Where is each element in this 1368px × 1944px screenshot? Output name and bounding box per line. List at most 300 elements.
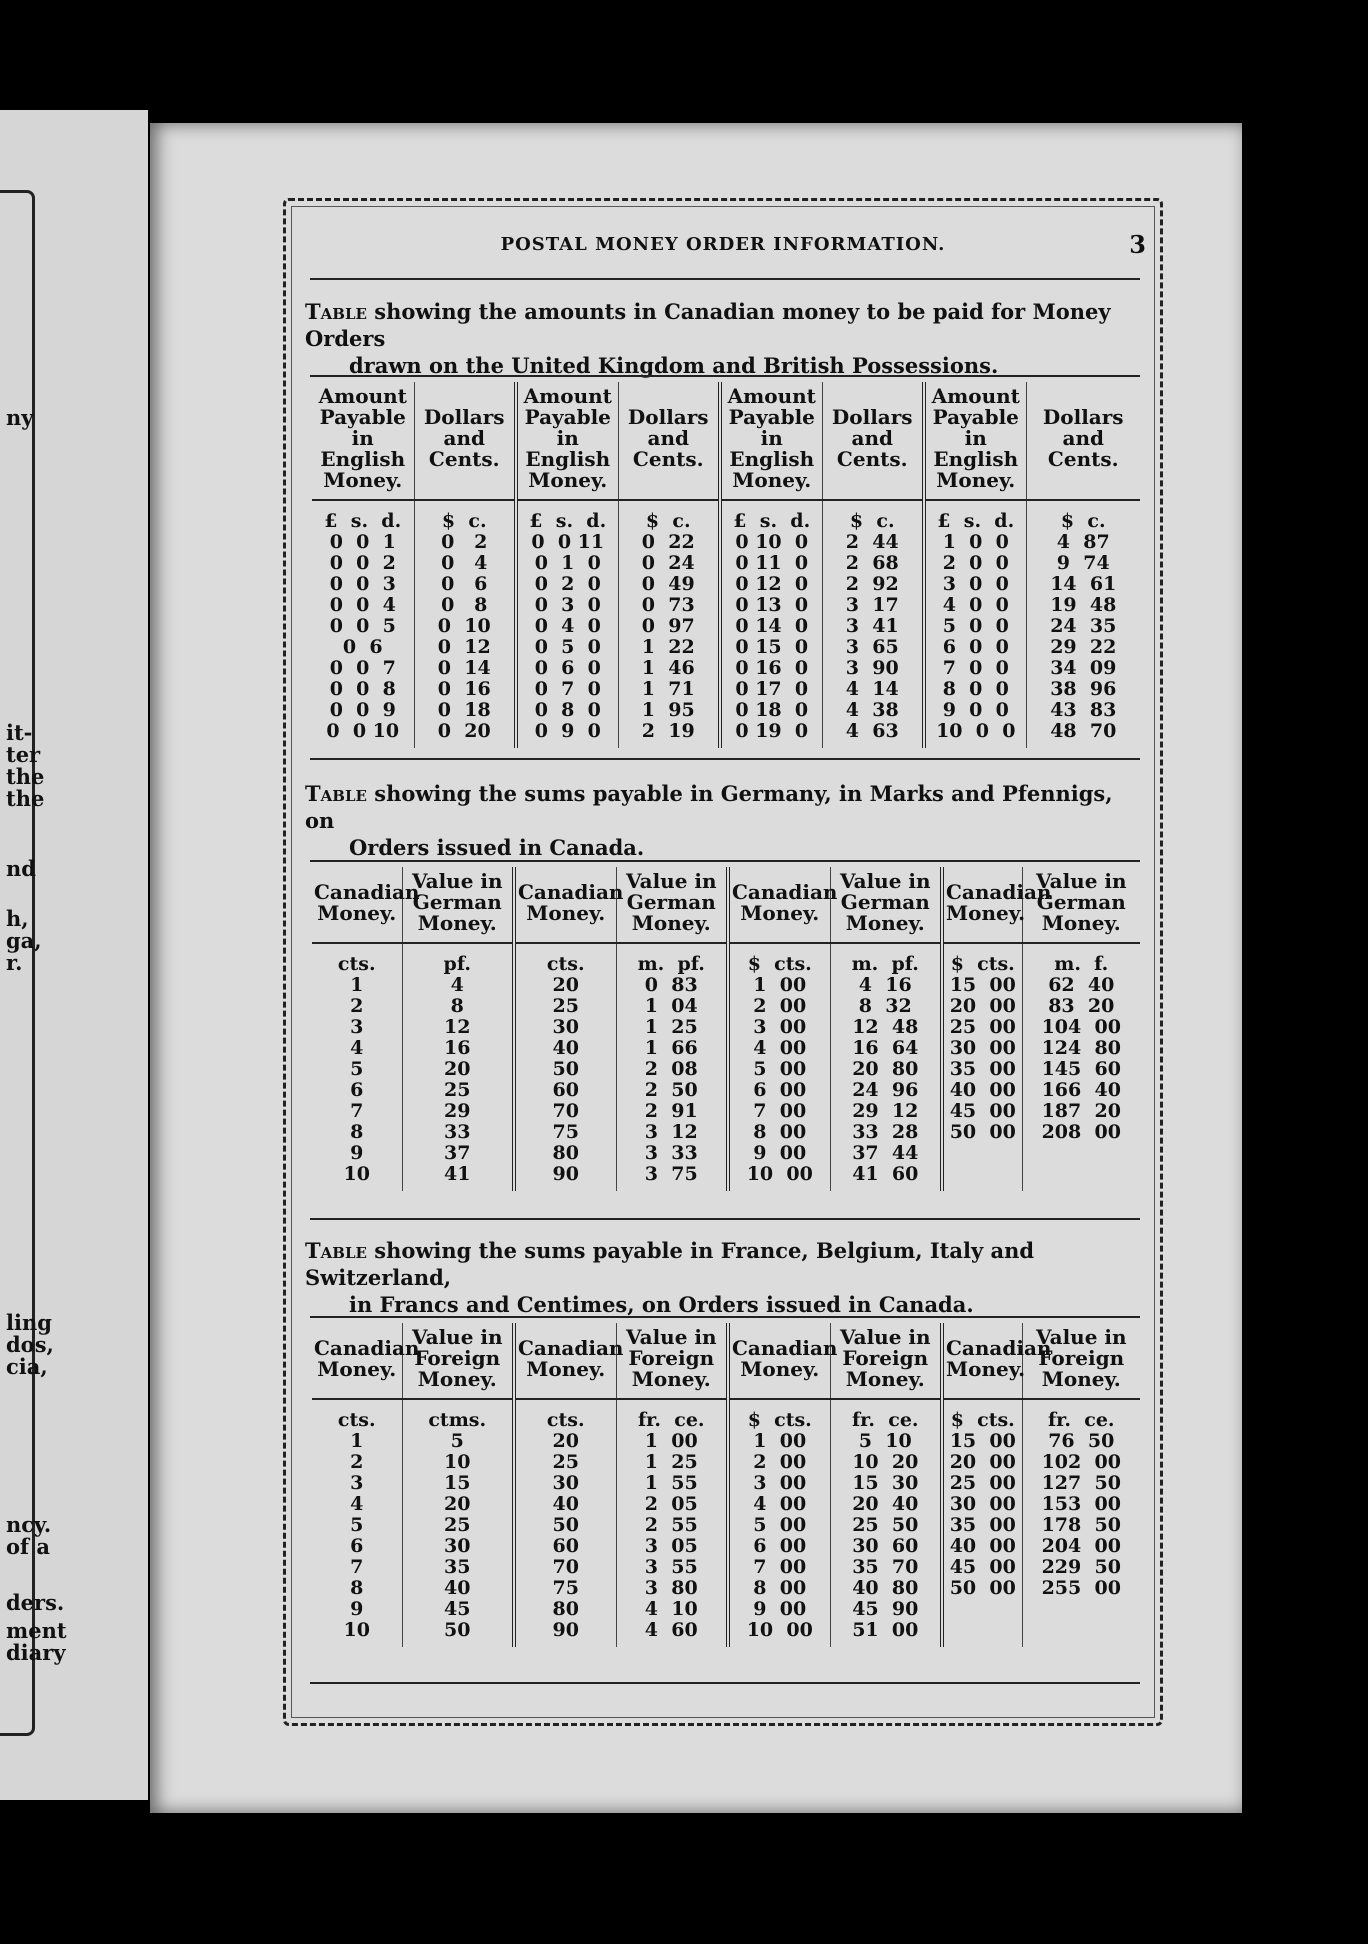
table-cell: 70 [514,1101,616,1122]
table-cell: 30 00 [942,1494,1022,1515]
table-cell: 4 14 [822,679,924,700]
table-cell: 5 [312,1515,402,1536]
table-cell: 6 0 0 [924,637,1026,658]
table-cell: 0 97 [618,616,720,637]
table-cell: 1 55 [616,1473,728,1494]
page-title: POSTAL MONEY ORDER INFORMATION. [500,234,946,255]
table-cell: 166 40 [1041,1079,1121,1101]
table-cell: 0 73 [618,595,720,616]
table-cell: 2 92 [822,574,924,595]
table-cell: 208 00 [1041,1121,1121,1143]
left-page-text-fragment: ga, [6,928,42,953]
table-cell [1022,1143,1140,1164]
table-cell: 2 [312,1452,402,1473]
table-cell: 2 19 [618,721,720,748]
unit-label: ctms. [402,1399,514,1431]
table-cell: 30 00 [942,1038,1022,1059]
table-row [312,1494,1140,1515]
table-cell: 10 [312,1620,402,1647]
table-cell: 10 00 [728,1164,830,1191]
table-cell: 9 [312,1143,402,1164]
table-cell: 153 00 [1041,1493,1121,1515]
table2-caption [305,780,1145,861]
table-cell: 80 [514,1143,616,1164]
table-row [312,616,1140,637]
table-cell: 6 00 [728,1536,830,1557]
table-cell: 3 65 [822,637,924,658]
table-cell: 4 60 [616,1620,728,1647]
table-cell: 1 [312,975,402,996]
unit-label: m. pf. [830,943,942,975]
table-cell: 29 12 [830,1101,942,1122]
table-cell: 20 40 [830,1494,942,1515]
column-header: Value in Foreign Money. [830,1323,942,1399]
table-cell: 5 00 [728,1059,830,1080]
header-rule [310,278,1140,280]
table-cell: 33 28 [830,1122,942,1143]
table-cell: 104 00 [1041,1016,1121,1038]
table-cell: 127 50 [1041,1472,1121,1494]
table-cell: 0 8 0 [516,700,618,721]
table-cell: 102 00 [1041,1451,1121,1473]
table-cell: 24 35 [1050,615,1117,637]
table-units-row [312,500,1140,532]
unit-label: £ s. d. [924,500,1026,532]
table2-caption-continued: Orders issued in Canada. [349,835,645,860]
table-cell [1022,1620,1140,1647]
table-cell: 0 10 [414,616,516,637]
table-cell: 33 [402,1122,514,1143]
table-cell: 1 00 [728,975,830,996]
table-cell: 0 13 0 [720,595,822,616]
column-header: Canadian Money. [312,867,402,943]
table-cell: 4 00 [728,1038,830,1059]
table-cell: 0 16 0 [720,658,822,679]
table1-caption [305,298,1145,379]
table-cell: 25 [514,996,616,1017]
table-row [312,1557,1140,1578]
germany-money-table [312,867,1140,1191]
column-header: Value in Foreign Money. [402,1323,514,1399]
table-cell: 0 16 [414,679,516,700]
table-cell: 9 00 [728,1599,830,1620]
table-cell: 2 91 [616,1101,728,1122]
table-cell: 2 55 [616,1515,728,1536]
table-cell: 19 48 [1050,594,1117,616]
table3-caption-text: showing the sums payable in France, Belgium, Italy and Switzerland, [305,1238,1035,1290]
table-cell: 41 60 [830,1164,942,1191]
column-header: Amount Payable in English Money. [516,382,618,500]
unit-label: cts. [312,943,402,975]
table-cell: 4 [312,1494,402,1515]
table-cell: 20 [514,975,616,996]
table-row [312,996,1140,1017]
table2-caption-text: showing the sums payable in Germany, in Marks and Pfennigs, on [305,781,1113,833]
table-cell: 3 [312,1017,402,1038]
table1-caption-text: showing the amounts in Canadian money to be paid for Money Orders [305,299,1111,351]
table-cell: 40 80 [830,1578,942,1599]
table-cell: 2 08 [616,1059,728,1080]
table-cell: 50 00 [942,1122,1022,1143]
table-cell: 3 33 [616,1143,728,1164]
table-cell: 3 55 [616,1557,728,1578]
unit-label: $ c. [618,500,720,532]
table-cell: 38 96 [1050,678,1117,700]
table-cell: 255 00 [1041,1577,1121,1599]
table-cell: 7 00 [728,1101,830,1122]
table-cell: 20 [514,1431,616,1452]
table-cell: 25 [402,1515,514,1536]
table-cell: 8 0 0 [924,679,1026,700]
table-cell: 0 49 [618,574,720,595]
column-header: Amount Payable in English Money. [924,382,1026,500]
table-cell: 20 80 [830,1059,942,1080]
table-cell [942,1620,1022,1647]
column-header: Value in Foreign Money. [1022,1323,1140,1399]
table-cell: 0 15 0 [720,637,822,658]
table-cell: 3 05 [616,1536,728,1557]
table-cell: 20 00 [942,996,1022,1017]
table-cell: 2 00 [728,996,830,1017]
table-row [312,574,1140,595]
table-cell: 2 50 [616,1080,728,1101]
table-cell: 16 64 [830,1038,942,1059]
table-cell: 37 [402,1143,514,1164]
table-cell [942,1599,1022,1620]
table-row [312,679,1140,700]
table-cell: 0 2 0 [516,574,618,595]
table-cell: 1 0 0 [924,532,1026,553]
uk-money-table [312,382,1140,748]
table-cell: 4 [312,1038,402,1059]
left-page-text-fragment: of a [6,1534,50,1559]
table-cell: 20 [402,1059,514,1080]
column-header: Canadian Money. [514,1323,616,1399]
table-cell: 0 0 8 [312,679,414,700]
left-page-text-fragment: the [6,786,45,811]
unit-label: m. pf. [616,943,728,975]
table-cell: 8 00 [728,1122,830,1143]
left-page-text-fragment: nd [6,856,36,881]
table-cell: 1 00 [728,1431,830,1452]
table-cell: 35 70 [830,1557,942,1578]
table-cell: 9 [312,1599,402,1620]
table-cell: 9 00 [728,1143,830,1164]
left-page-text-fragment: ment [6,1618,67,1643]
unit-label: £ s. d. [516,500,618,532]
table-cell: 0 9 0 [516,721,618,748]
table-cell: 20 00 [942,1452,1022,1473]
table-cell: 10 20 [830,1452,942,1473]
table-cell: 40 [514,1494,616,1515]
table-cell: 12 [402,1017,514,1038]
table-cell: 0 0 3 [312,574,414,595]
table-cell: 76 50 [1048,1430,1115,1452]
unit-label: $ cts. [728,943,830,975]
table-cell: 0 0 7 [312,658,414,679]
column-header: Value in Foreign Money. [616,1323,728,1399]
column-header: Canadian Money. [728,1323,830,1399]
table-cell: 7 00 [728,1557,830,1578]
table-cell: 35 [402,1557,514,1578]
table-cell: 0 8 [414,595,516,616]
table-units-row [312,1399,1140,1431]
table-cell: 2 05 [616,1494,728,1515]
table-cell: 3 75 [616,1164,728,1191]
table-row [312,637,1140,658]
unit-label: cts. [514,943,616,975]
table-cell: 1 46 [618,658,720,679]
table-cell: 1 25 [616,1017,728,1038]
table-cell: 15 30 [830,1473,942,1494]
table-cell: 62 40 [1048,974,1115,996]
table-cell: 30 [514,1017,616,1038]
table-cell: 187 20 [1041,1100,1121,1122]
table-row [312,595,1140,616]
table-cell: 45 00 [942,1101,1022,1122]
table-cell: 35 00 [942,1059,1022,1080]
table3-bottom-rule [310,1682,1140,1684]
table-cell: 0 7 0 [516,679,618,700]
table-row [312,532,1140,553]
table-cell: 145 60 [1041,1058,1121,1080]
table-cell: 8 [402,996,514,1017]
table-cell: 70 [514,1557,616,1578]
table-row [312,1143,1140,1164]
table-cell: 6 00 [728,1080,830,1101]
table-cell: 6 [312,1080,402,1101]
column-header: Canadian Money. [514,867,616,943]
table-cell: 29 [402,1101,514,1122]
table-row [312,1452,1140,1473]
table-cell: 3 41 [822,616,924,637]
table-row [312,1164,1140,1191]
table-cell: 9 0 0 [924,700,1026,721]
table2-caption-lead: Table [305,781,367,806]
table-row [312,1473,1140,1494]
table-cell: 15 00 [942,1431,1022,1452]
table-cell: 0 11 0 [720,553,822,574]
column-header: Canadian Money. [312,1323,402,1399]
table-cell: 0 19 0 [720,721,822,748]
table-cell: 204 00 [1041,1535,1121,1557]
table-cell: 0 0 1 [312,532,414,553]
table-cell: 30 60 [830,1536,942,1557]
table-cell: 75 [514,1122,616,1143]
table-header-row [312,382,1140,500]
table-cell: 0 3 0 [516,595,618,616]
unit-label: $ c. [414,500,516,532]
table-cell: 0 6 [312,637,414,658]
left-page-text-fragment: ter [6,742,41,767]
table-cell: 60 [514,1536,616,1557]
table-cell: 0 5 0 [516,637,618,658]
column-header: Dollars and Cents. [414,382,516,500]
table-cell: 0 2 [414,532,516,553]
table-cell: 3 90 [822,658,924,679]
table1-bottom-rule [310,758,1140,760]
table-cell: 0 24 [618,553,720,574]
france-money-table [312,1323,1140,1647]
table-cell: 50 [402,1620,514,1647]
table-cell: 7 [312,1101,402,1122]
table-cell: 35 00 [942,1515,1022,1536]
table-cell: 40 [514,1038,616,1059]
table-cell: 4 10 [616,1599,728,1620]
unit-label: $ cts. [728,1399,830,1431]
unit-label: $ cts. [942,1399,1022,1431]
column-header: Dollars and Cents. [822,382,924,500]
table3-caption-lead: Table [305,1238,367,1263]
table-cell: 24 96 [830,1080,942,1101]
table-row [312,1101,1140,1122]
table-cell: 34 09 [1050,657,1117,679]
table-cell: 9 74 [1056,552,1110,574]
unit-label: $ c. [822,500,924,532]
table2-bottom-rule [310,1218,1140,1220]
left-page-text-fragment: diary [6,1640,66,1665]
left-page-text-fragment: ncy. [6,1512,52,1537]
table-cell: 0 4 0 [516,616,618,637]
column-header: Value in German Money. [616,867,728,943]
unit-label: fr. ce. [616,1399,728,1431]
table-cell: 10 00 [728,1620,830,1647]
column-header: Amount Payable in English Money. [720,382,822,500]
table-cell: 30 [514,1473,616,1494]
column-header: Dollars and Cents. [618,382,720,500]
table-cell: 0 0 9 [312,700,414,721]
table-row [312,1038,1140,1059]
table-cell: 2 [312,996,402,1017]
table-cell: 2 00 [728,1452,830,1473]
table-cell: 0 0 10 [312,721,414,748]
left-page-text-fragment: ling [6,1310,52,1335]
unit-label: $ c. [1060,510,1106,532]
table-cell: 16 [402,1038,514,1059]
table-cell: 40 00 [942,1080,1022,1101]
table-cell: 0 18 0 [720,700,822,721]
table-cell: 4 38 [822,700,924,721]
table-cell: 41 [402,1164,514,1191]
table-cell: 83 20 [1048,995,1115,1017]
table-cell: 25 [514,1452,616,1473]
table-cell: 48 70 [1050,720,1117,742]
table3-caption [305,1237,1145,1318]
table-cell: 0 12 0 [720,574,822,595]
table-cell: 4 00 [728,1494,830,1515]
table-cell: 4 63 [822,721,924,748]
table-cell: 0 12 [414,637,516,658]
table-row [312,1017,1140,1038]
left-page-text-fragment: h, [6,906,29,931]
table-cell: 0 6 0 [516,658,618,679]
table1-top-rule [310,375,1140,377]
table-cell: 2 44 [822,532,924,553]
table-row [312,1122,1140,1143]
table-cell: 25 [402,1080,514,1101]
unit-label: cts. [514,1399,616,1431]
table-cell: 229 50 [1041,1556,1121,1578]
column-header: Value in German Money. [1022,867,1140,943]
table-cell: 60 [514,1080,616,1101]
table-row [312,553,1140,574]
table-cell: 50 [514,1515,616,1536]
table-cell: 0 18 [414,700,516,721]
table-cell [1022,1599,1140,1620]
table-cell: 37 44 [830,1143,942,1164]
table-cell: 0 14 0 [720,616,822,637]
table-cell: 0 0 4 [312,595,414,616]
table-header-row [312,867,1140,943]
table-cell: 4 [402,975,514,996]
table-cell: 51 00 [830,1620,942,1647]
table-cell: 15 00 [942,975,1022,996]
table-row [312,1536,1140,1557]
column-header: Dollars and Cents. [1026,382,1140,500]
table-cell: 14 61 [1050,573,1117,595]
table-row [312,700,1140,721]
table-cell: 0 17 0 [720,679,822,700]
table-cell: 3 12 [616,1122,728,1143]
table-cell: 1 22 [618,637,720,658]
table1-caption-lead: Table [305,299,367,324]
table-cell: 0 1 0 [516,553,618,574]
table-cell: 4 0 0 [924,595,1026,616]
table-cell [942,1143,1022,1164]
table-cell: 1 66 [616,1038,728,1059]
table-cell: 1 00 [616,1431,728,1452]
unit-label: £ s. d. [720,500,822,532]
table-cell: 10 0 0 [924,721,1026,748]
table-cell: 1 04 [616,996,728,1017]
table-cell: 0 83 [616,975,728,996]
table-row [312,975,1140,996]
left-page-text-fragment: ders. [6,1590,65,1615]
column-header: Canadian Money. [942,867,1022,943]
table-row [312,721,1140,748]
table-cell: 0 4 [414,553,516,574]
table-cell: 25 00 [942,1017,1022,1038]
running-header [300,230,1146,264]
unit-label: m. f. [1054,953,1109,975]
left-page-text-fragment: ny [6,405,34,430]
unit-label: cts. [312,1399,402,1431]
table-cell: 124 80 [1041,1037,1121,1059]
table-cell: 10 [402,1452,514,1473]
table-cell: 45 90 [830,1599,942,1620]
column-header: Canadian Money. [728,867,830,943]
table-cell: 0 6 [414,574,516,595]
table-cell: 25 50 [830,1515,942,1536]
unit-label: fr. ce. [830,1399,942,1431]
table-cell: 3 17 [822,595,924,616]
table-cell: 0 0 5 [312,616,414,637]
table-cell: 75 [514,1578,616,1599]
unit-label: pf. [402,943,514,975]
table-cell: 0 22 [618,532,720,553]
table-cell: 0 14 [414,658,516,679]
table-cell: 3 0 0 [924,574,1026,595]
table-cell: 1 [312,1431,402,1452]
table-cell: 7 [312,1557,402,1578]
table-row [312,1431,1140,1452]
table-cell: 4 16 [830,975,942,996]
table-cell: 3 80 [616,1578,728,1599]
table-row [312,1515,1140,1536]
table-cell: 8 32 [830,996,942,1017]
table-cell: 25 00 [942,1473,1022,1494]
table-row [312,1599,1140,1620]
